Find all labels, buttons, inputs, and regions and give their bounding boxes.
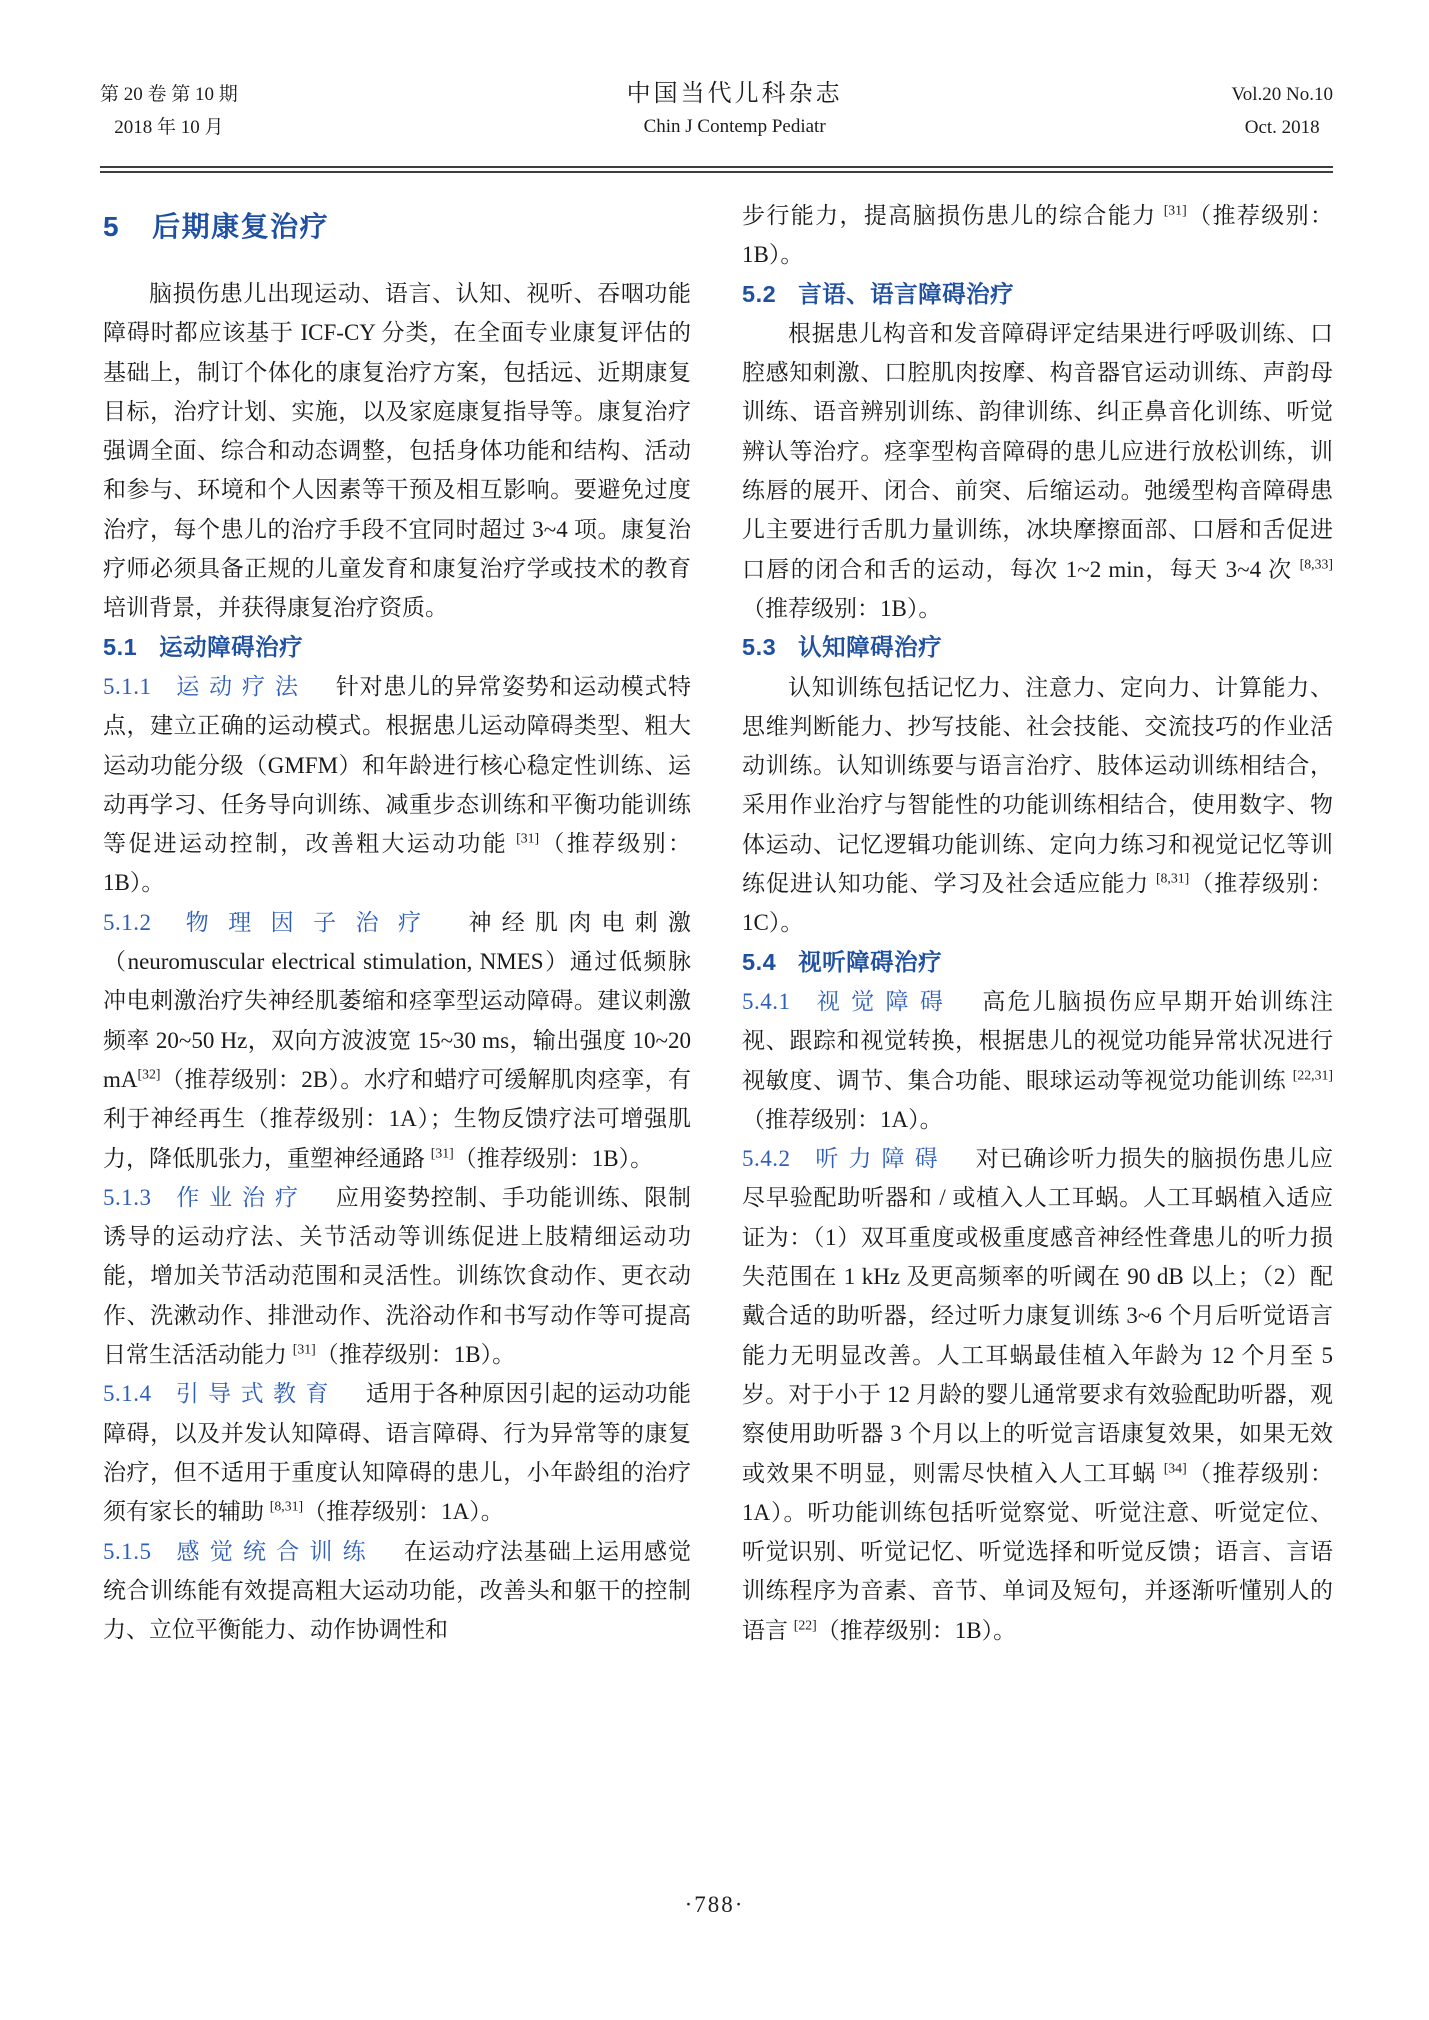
- subsection-5-1-3-number: 5.1.3: [103, 1184, 152, 1210]
- journal-title-en: Chin J Contemp Pediatr: [643, 116, 826, 137]
- section-5-title: 后期康复治疗: [152, 211, 330, 242]
- subsection-5-1-1-title: 运动疗法: [175, 673, 308, 699]
- section-5-2-heading: [742, 275, 1333, 314]
- header-journal-block: [627, 78, 843, 143]
- subsection-5-1-3-body: 应用姿势控制、手功能训练、限制诱导的运动疗法、关节活动等训练促进上肢精细运动功能，增加关节活动范围和灵活性。训练饮食动作、更衣动作、洗漱动作、排泄动作、洗浴动作和书写动作等可提高日常生活活动能力 [31]（推荐级别：1B）。: [103, 1184, 691, 1368]
- subsection-5-1-5-body: 在运动疗法基础上运用感觉统合训练能有效提高粗大运动功能，改善头和躯干的控制力、立位平衡能力、动作协调性和: [103, 1538, 692, 1643]
- subsection-5-4-2-title: 听力障碍: [814, 1146, 948, 1172]
- subsection-5-1-5-continuation: 步行能力，提高脑损伤患儿的综合能力 [31]（推荐级别：1B）。: [742, 202, 1334, 268]
- subsection-5-1-4-paragraph: [103, 1374, 691, 1531]
- section-5-4-number: 5.4: [742, 948, 777, 975]
- left-column: [103, 196, 691, 1649]
- section-5-4-title: 视听障碍治疗: [798, 948, 943, 975]
- section-5-3-heading: [742, 628, 1333, 667]
- right-column: [742, 196, 1333, 1650]
- subsection-5-4-1-body: 高危儿脑损伤应早期开始训练注视、跟踪和视觉转换，根据患儿的视觉功能异常状况进行视敏度、调节、集合功能、眼球运动等视觉功能训练 [22,31]（推荐级别：1A）。: [742, 988, 1333, 1132]
- subsection-5-1-2-title: 物理因子治疗: [175, 909, 441, 935]
- subsection-5-1-1-body: 针对患儿的异常姿势和运动模式特点，建立正确的运动模式。根据患儿运动障碍类型、粗大运动功能分级（GMFM）和年龄进行核心稳定性训练、运动再学习、任务导向训练、减重步态训练和平衡功能训练等促进运动控制，改善粗大运动功能 [31]（推荐级别：1B）。: [103, 673, 692, 896]
- subsection-5-1-4-number: 5.1.4: [103, 1381, 152, 1407]
- subsection-5-1-3-title: 作业治疗: [175, 1184, 308, 1210]
- section-5-3-title: 认知障碍治疗: [798, 634, 943, 661]
- subsection-5-1-4-title: 引导式教育: [175, 1381, 338, 1407]
- section-5-2-paragraph: 根据患儿构音和发音障碍评定结果进行呼吸训练、口腔感知刺激、口腔肌肉按摩、构音器官运动训练、声韵母训练、语音辨别训练、韵律训练、纠正鼻音化训练、听觉辨认等治疗。痉挛型构音障碍的患儿应进行放松训练，训练唇的展开、闭合、前突、后缩运动。弛缓型构音障碍患儿主要进行舌肌力量训练，冰块摩擦面部、口唇和舌促进口唇的闭合和舌的运动，每次 1~2 min，每天 3~4 次 [8,33]（推荐级别：1B）。: [742, 320, 1333, 621]
- header-date-en: Oct. 2018: [1244, 117, 1320, 138]
- section-5-number: 5: [103, 211, 121, 242]
- journal-title-cn: 中国当代儿科杂志: [626, 81, 843, 107]
- subsection-5-4-2-body: 对已确诊听力损失的脑损伤患儿应尽早验配助听器和 / 或植入人工耳蜗。人工耳蜗植入适应证为：（1）双耳重度或极重度感音神经性聋患儿的听力损失范围在 1 kHz 及更高频率的听阈在 90 dB 以上；（2）配戴合适的助听器，经过听力康复训练 3~6 个月后听觉语言能力无明显改善。人工耳蜗最佳植入年龄为 12 个月至 5 岁。对于小于 12 月龄的婴儿通常要求有效验配助听器，观察使用助听器 3 个月以上的听觉言语康复效果，如果无效或效果不明显，则需尽快植入人工耳蜗 [34]（推荐级别：1A）。听功能训练包括听觉察觉、听觉注意、听觉定位、听觉识别、听觉记忆、听觉选择和听觉反馈；语言、言语训练程序为音素、音节、单词及短句，并逐渐听懂别人的语言 [22]（推荐级别：1B）。: [742, 1146, 1334, 1643]
- section-5-3-paragraph: 认知训练包括记忆力、注意力、定向力、计算能力、思维判断能力、抄写技能、社会技能、交流技巧的作业活动训练。认知训练要与语言治疗、肢体运动训练相结合，采用作业治疗与智能性的功能训练相结合，使用数字、物体运动、记忆逻辑功能训练、定向力练习和视觉记忆等训练促进认知功能、学习及社会适应能力 [8,31]（推荐级别：1C）。: [742, 674, 1334, 936]
- subsection-5-1-2-number: 5.1.2: [103, 909, 152, 935]
- section-5-1-heading: [103, 628, 691, 667]
- subsection-5-4-1-number: 5.4.1: [742, 988, 791, 1014]
- header-date-cn: 2018 年 10 月: [114, 117, 224, 138]
- subsection-5-4-2-number: 5.4.2: [742, 1146, 791, 1172]
- subsection-5-1-3-paragraph: [103, 1178, 691, 1374]
- subsection-5-1-1-paragraph: [103, 667, 691, 903]
- subsection-5-1-2-paragraph: [103, 903, 691, 1178]
- subsection-5-1-1-number: 5.1.1: [103, 673, 152, 699]
- page-number: ·788·: [684, 1892, 745, 1917]
- section-5-heading: [103, 208, 691, 246]
- header-volume-issue-en: Vol.20 No.10: [1231, 84, 1333, 105]
- section-5-3-number: 5.3: [742, 634, 777, 661]
- section-5-2-title: 言语、语言障碍治疗: [798, 280, 1015, 307]
- header-issue-block: [100, 78, 238, 144]
- subsection-5-4-1-title: 视觉障碍: [814, 988, 955, 1014]
- section-5-2-number: 5.2: [742, 280, 777, 307]
- subsection-5-1-4-body: 适用于各种原因引起的运动功能障碍，以及并发认知障碍、语言障碍、行为异常等的康复治疗，但不适用于重度认知障碍的患儿，小年龄组的治疗须有家长的辅助 [8,31]（推荐级别：1A）。: [103, 1381, 692, 1525]
- header-volume-block: [1231, 78, 1333, 144]
- header-divider-rule: [100, 166, 1333, 173]
- subsection-5-1-5-paragraph: [103, 1532, 691, 1650]
- subsection-5-4-1-paragraph: [742, 982, 1333, 1139]
- page-header: [100, 78, 1333, 144]
- section-5-1-number: 5.1: [103, 633, 138, 660]
- subsection-5-4-2-paragraph: [742, 1139, 1333, 1650]
- section-5-4-heading: [742, 943, 1333, 982]
- intro-paragraph: 脑损伤患儿出现运动、语言、认知、视听、吞咽功能障碍时都应该基于 ICF-CY 分类，在全面专业康复评估的基础上，制订个体化的康复治疗方案，包括远、近期康复目标，治疗计划、实施，以及家庭康复指导等。康复治疗强调全面、综合和动态调整，包括身体功能和结构、活动和参与、环境和个人因素等干预及相互影响。要避免过度治疗，每个患儿的治疗手段不宜同时超过 3~4 项。康复治疗师必须具备正规的儿童发育和康复治疗学或技术的教育培训背景，并获得康复治疗资质。: [103, 281, 691, 621]
- header-volume-issue-cn: 第 20 卷 第 10 期: [100, 84, 238, 105]
- subsection-5-1-2-body: 神经肌肉电刺激（neuromuscular electrical stimulation, NMES）通过低频脉冲电刺激治疗失神经肌萎缩和痉挛型运动障碍。建议刺激频率 20~50 Hz，双向方波波宽 15~30 ms，输出强度 10~20 mA[32]（推荐级别：2B）。水疗和蜡疗可缓解肌肉痉挛，有利于神经再生（推荐级别：1A）；生物反馈疗法可增强肌力，降低肌张力，重塑神经通路 [31]（推荐级别：1B）。: [103, 909, 692, 1171]
- section-5-1-title: 运动障碍治疗: [159, 633, 304, 660]
- subsection-5-1-5-number: 5.1.5: [103, 1538, 152, 1564]
- subsection-5-1-5-title: 感觉统合训练: [175, 1538, 376, 1564]
